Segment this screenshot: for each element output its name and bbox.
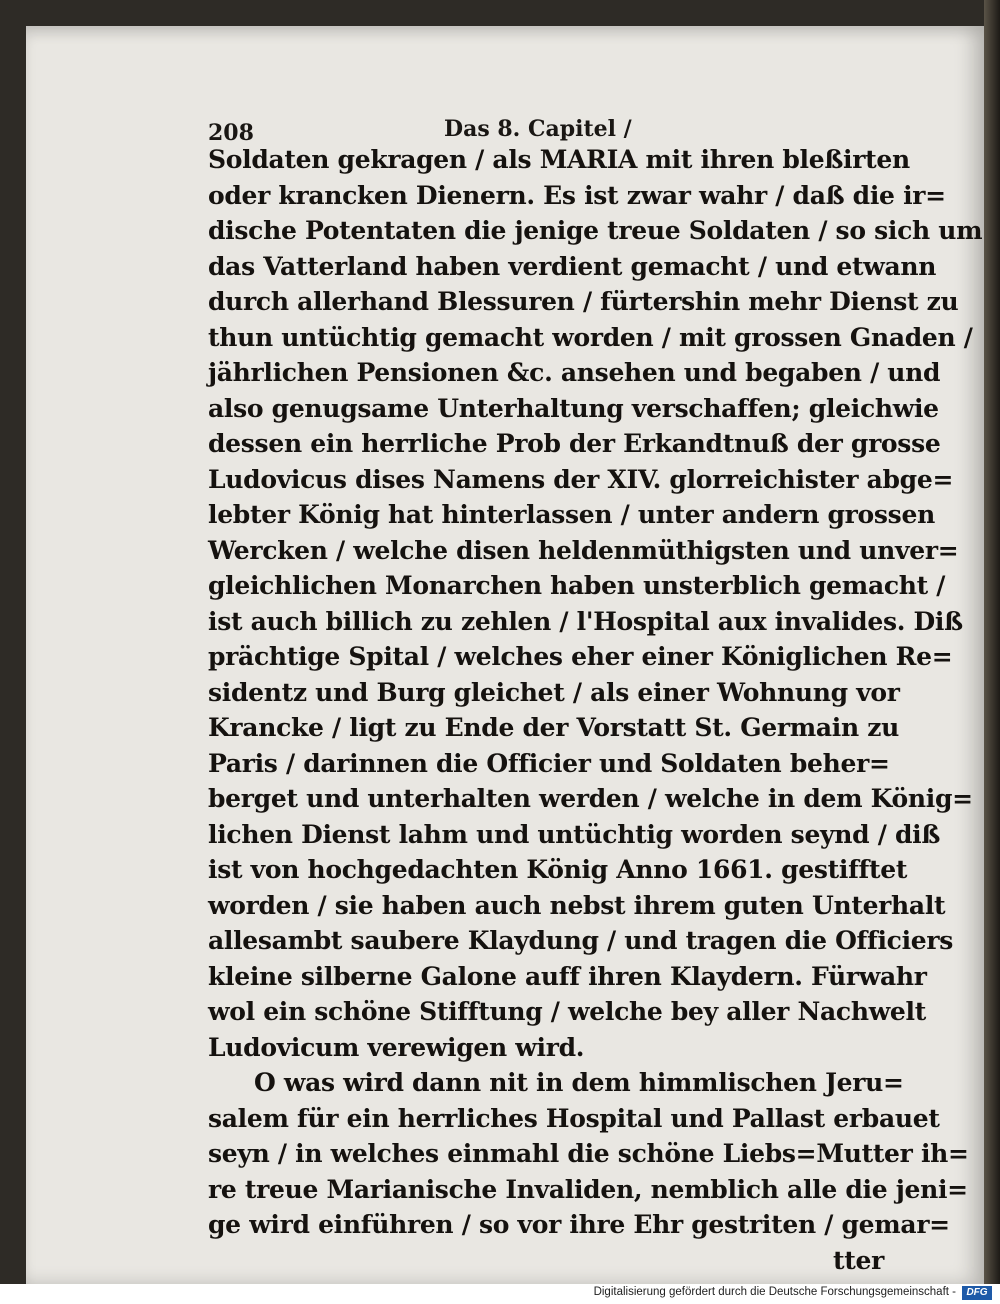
text-line: sidentz und Burg gleichet / als einer Wohnung vor: [208, 677, 900, 707]
running-title: Das 8. Capitel /: [444, 116, 632, 142]
text-line: Wercken / welche disen heldenmüthigsten und unver=: [208, 535, 959, 565]
text-line: Krancke / ligt zu Ende der Vorstatt St. Germain zu: [208, 713, 900, 742]
text-line: allesambt saubere Klaydung / und tragen die Officiers: [208, 926, 954, 955]
book-edge: [984, 0, 1000, 1284]
text-line: Ludovicus dises Namens der XIV. glorreichister abge=: [208, 464, 954, 494]
text-line: durch allerhand Blessuren / fürtershin mehr Dienst zu: [208, 287, 959, 316]
body-text: [208, 142, 983, 1278]
text-line: seyn / in welches einmahl die schöne Liebs=Mutter ih=: [208, 1139, 969, 1168]
catchword: tter: [833, 1245, 884, 1275]
text-line: ist von hochgedachten König Anno 1661. gestifftet: [208, 855, 908, 884]
text-line: prächtige Spital / welches eher einer Königlichen Re=: [208, 642, 953, 671]
text-line: das Vatterland haben verdient gemacht / und etwann: [208, 251, 937, 281]
text-line: dische Potentaten die jenige treue Soldaten / so sich um: [208, 216, 983, 245]
text-line: wol ein schöne Stifftung / welche bey aller Nachwelt: [208, 997, 926, 1026]
text-line: lichen Dienst lahm und untüchtig worden seynd / diß: [208, 819, 941, 849]
text-line: thun untüchtig gemacht worden / mit grossen Gnaden /: [208, 322, 973, 352]
text-line: worden / sie haben auch nebst ihrem guten Unterhalt: [208, 890, 946, 920]
text-line: also genugsame Unterhaltung verschaffen; gleichwie: [208, 393, 939, 423]
page-header: [208, 110, 888, 146]
text-line: Paris / darinnen die Officier und Soldaten beher=: [208, 748, 890, 778]
page-number: 208: [208, 120, 254, 146]
text-line: kleine silberne Galone auff ihren Klaydern. Fürwahr: [208, 961, 927, 991]
text-line: Soldaten gekragen / als MARIA mit ihren bleßirten: [208, 145, 910, 174]
footer-credit: Digitalisierung gefördert durch die Deutsche Forschungsgemeinschaft -: [593, 1286, 956, 1298]
text-line: oder krancken Dienern. Es ist zwar wahr / daß die ir=: [208, 180, 946, 210]
text-line: berget und unterhalten werden / welche in dem König=: [208, 784, 973, 813]
text-line: ge wird einführen / so vor ihre Ehr gestriten / gemar=: [208, 1210, 950, 1239]
text-line: ist auch billich zu zehlen / l'Hospital aux invalides. Diß: [208, 606, 963, 636]
text-line: gleichlichen Monarchen haben unsterblich gemacht /: [208, 571, 946, 600]
paragraph-end-line: Ludovicum verewigen wird.: [208, 1032, 585, 1062]
paragraph-start-line: O was wird dann nit in dem himmlischen Jeru=: [254, 1068, 904, 1097]
text-line: jährlichen Pensionen &c. ansehen und begaben / und: [208, 358, 941, 387]
text-line: lebter König hat hinterlassen / unter andern grossen: [208, 500, 935, 529]
text-line: re treue Marianische Invaliden, nemblich alle die jeni=: [208, 1174, 968, 1204]
digitization-footer: [0, 1284, 1000, 1304]
dfg-logo: DFG: [962, 1286, 992, 1300]
text-line: salem für ein herrliches Hospital und Pallast erbauet: [208, 1103, 940, 1133]
text-line: dessen ein herrliche Prob der Erkandtnuß der grosse: [208, 429, 941, 458]
